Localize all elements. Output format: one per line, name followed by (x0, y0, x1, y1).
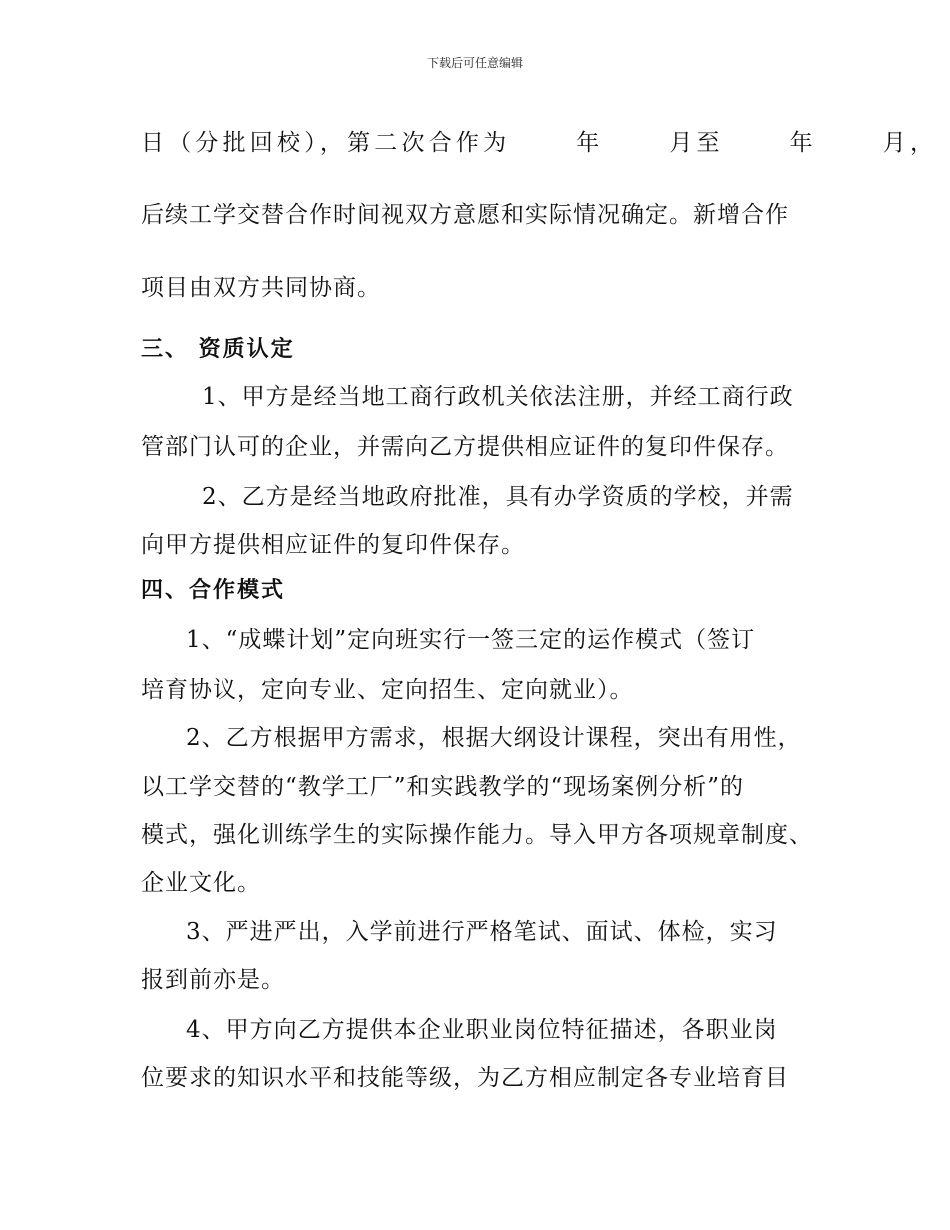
page-header-note: 下载后可任意编辑 (426, 56, 523, 70)
mode-3-line-1: 3、严进严出，入学前进行严格笔试、面试、体检，实习 (186, 919, 778, 945)
clause-1-line-1: 1、甲方是经当地工商行政机关依法注册，并经工商行政 (202, 384, 794, 410)
paragraph-line-2: 后续工学交替合作时间视双方意愿和实际情况确定。新增合作 (141, 202, 789, 228)
section-heading-qualification: 三、 资质认定 (141, 337, 295, 362)
section-heading-cooperation-mode: 四、合作模式 (141, 578, 286, 603)
mode-1-line-2: 培育协议，定向专业、定向招生、定向就业）。 (141, 677, 634, 703)
mode-4-line-1: 4、甲方向乙方提供本企业职业岗位特征描述，各职业岗 (186, 1017, 778, 1043)
mode-2-line-3: 模式，强化训练学生的实际操作能力。导入甲方各项规章制度、 (141, 822, 813, 848)
clause-1-line-2: 管部门认可的企业，并需向乙方提供相应证件的复印件保存。 (141, 434, 789, 460)
mode-4-line-2: 位要求的知识水平和技能等级，为乙方相应制定各专业培育目 (141, 1065, 789, 1091)
clause-2-line-2: 向甲方提供相应证件的复印件保存。 (141, 532, 525, 558)
paragraph-line-3: 项目由双方共同协商。 (141, 275, 381, 301)
paragraph-line-1: 日（分批回校），第二次合作为 年 月至 年 月， (141, 130, 938, 156)
mode-2-line-2: 以工学交替的“教学工厂”和实践教学的“现场案例分析”的 (141, 774, 745, 800)
mode-2-line-1: 2、乙方根据甲方需求，根据大纲设计课程，突出有用性， (186, 725, 802, 751)
mode-2-line-4: 企业文化。 (141, 870, 261, 896)
mode-3-line-2: 报到前亦是。 (141, 967, 285, 993)
mode-1-line-1: 1、“成蝶计划”定向班实行一签三定的运作模式（签订 (186, 627, 756, 653)
clause-2-line-1: 2、乙方是经当地政府批准，具有办学资质的学校，并需 (202, 484, 794, 510)
